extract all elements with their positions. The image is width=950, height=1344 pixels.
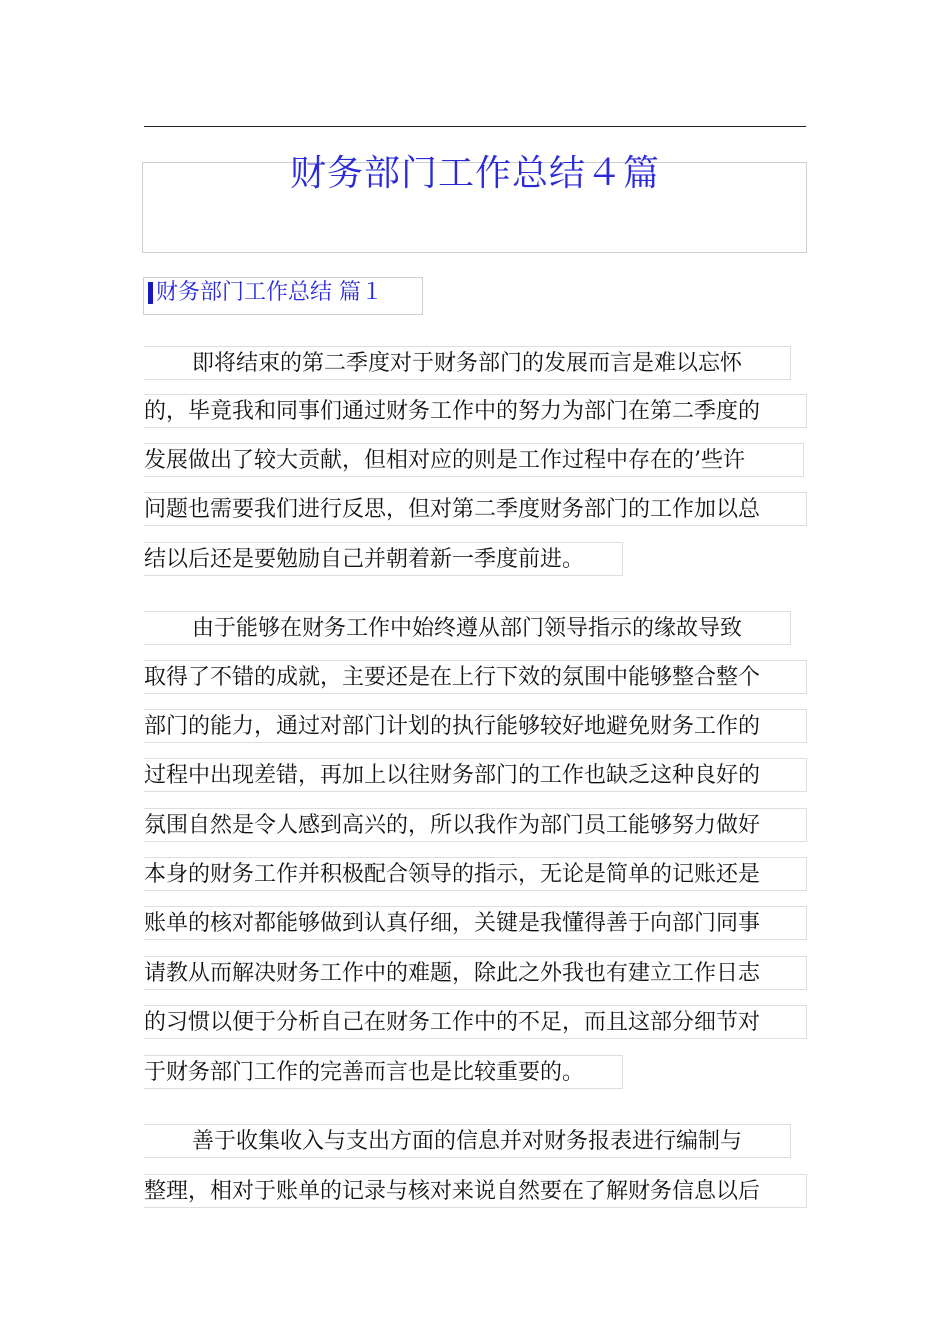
text-line: 部门的能力，通过对部门计划的执行能够较好地避免财务工作的 xyxy=(144,709,807,743)
text-line: 本身的财务工作并积极配合领导的指示，无论是简单的记账还是 xyxy=(144,857,807,891)
text-line: 结以后还是要勉励自己并朝着新一季度前进。 xyxy=(144,542,623,576)
text-line: 问题也需要我们进行反思，但对第二季度财务部门的工作加以总 xyxy=(144,492,807,526)
text-line: 善于收集收入与支出方面的信息并对财务报表进行编制与 xyxy=(144,1124,791,1158)
section-heading-text: 财务部门工作总结 篇１ xyxy=(156,280,383,305)
text-line: 发展做出了较大贡献，但相对应的则是工作过程中存在的’些许 xyxy=(144,443,804,477)
section-heading xyxy=(143,277,423,315)
text-line: 的习惯以便于分析自己在财务工作中的不足，而且这部分细节对 xyxy=(144,1005,807,1039)
text-line: 于财务部门工作的完善而言也是比较重要的。 xyxy=(144,1055,623,1089)
text-line: 即将结束的第二季度对于财务部门的发展而言是难以忘怀 xyxy=(144,346,791,380)
text-line: 整理，相对于账单的记录与核对来说自然要在了解财务信息以后 xyxy=(144,1174,807,1208)
text-line: 取得了不错的成就，主要还是在上行下效的氛围中能够整合整个 xyxy=(144,660,807,694)
top-rule xyxy=(144,126,806,127)
text-line: 过程中出现差错，再加上以往财务部门的工作也缺乏这种良好的 xyxy=(144,758,807,792)
document-title: 财务部门工作总结４篇 xyxy=(289,153,660,194)
text-line: 由于能够在财务工作中始终遵从部门领导指示的缘故导致 xyxy=(144,611,791,645)
text-line: 氛围自然是令人感到高兴的，所以我作为部门员工能够努力做好 xyxy=(144,808,807,842)
text-line: 的，毕竟我和同事们通过财务工作中的努力为部门在第二季度的 xyxy=(144,394,807,428)
text-line: 账单的核对都能够做到认真仔细，关键是我懂得善于向部门同事 xyxy=(144,906,807,940)
heading-marker xyxy=(148,282,153,304)
text-line: 请教从而解决财务工作中的难题，除此之外我也有建立工作日志 xyxy=(144,956,807,990)
